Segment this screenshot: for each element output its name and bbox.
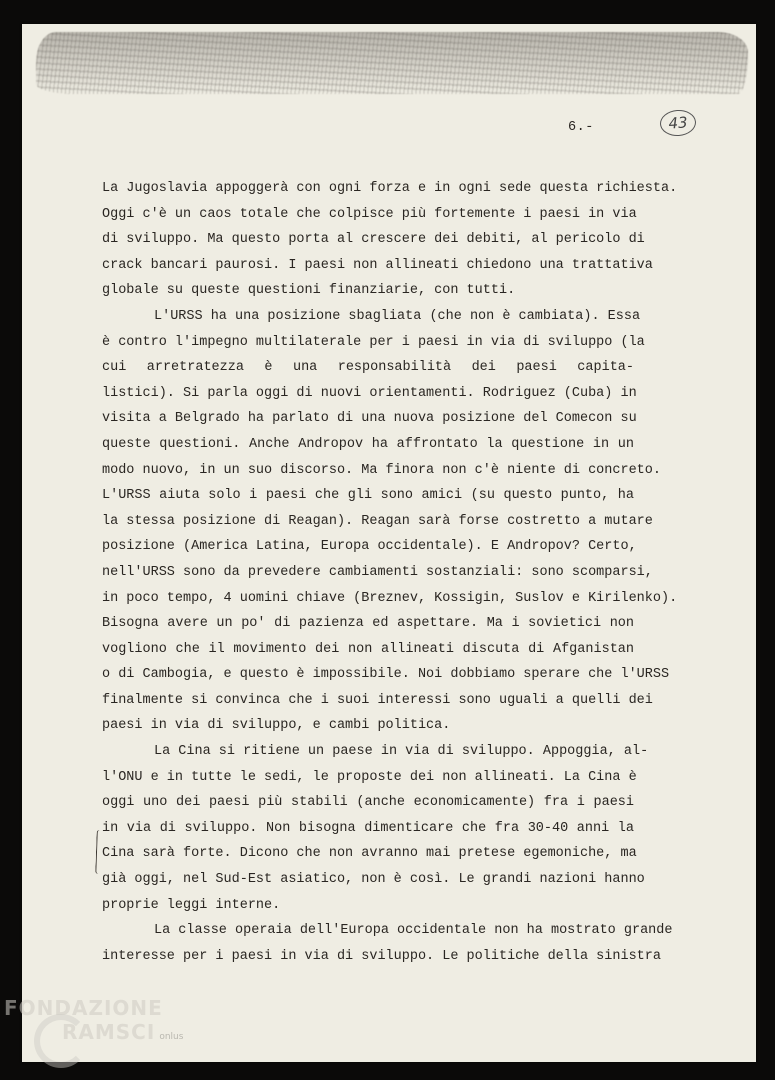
text-line: in via di sviluppo. Non bisogna dimenticare che fra 30-40 anni la xyxy=(102,820,634,836)
text-line: globale su queste questioni finanziarie, con tutti. xyxy=(102,283,516,299)
text-line: Oggi c'è un caos totale che colpisce più fortemente i paesi in via xyxy=(102,206,637,222)
text-line: già oggi, nel Sud-Est asiatico, non è così. Le grandi nazioni hanno xyxy=(102,872,645,888)
gramsci-logo-icon xyxy=(34,1014,88,1068)
watermark-line-1: FONDAZIONE xyxy=(4,996,163,1020)
text-line: L'URSS ha una posizione sbagliata (che non è cambiata). Essa xyxy=(154,308,641,324)
text-line: queste questioni. Anche Andropov ha affrontato la questione in un xyxy=(102,436,634,452)
text-line: vogliono che il movimento dei non allineati discuta di Afganistan xyxy=(102,641,634,657)
text-line: listici). Si parla oggi di nuovi orientamenti. Rodriguez (Cuba) in xyxy=(102,385,637,401)
text-line: paesi in via di sviluppo, e cambi politica. xyxy=(102,718,451,734)
text-line: La Jugoslavia appoggerà con ogni forza e in ogni sede questa richiesta. xyxy=(102,181,678,196)
text-line: in poco tempo, 4 uomini chiave (Breznev, Kossigin, Suslov e Kirilenko). xyxy=(102,590,678,606)
text-line: la stessa posizione di Reagan). Reagan sarà forse costretto a mutare xyxy=(102,513,653,529)
text-line: di sviluppo. Ma questo porta al crescere dei debiti, al pericolo di xyxy=(102,232,645,248)
watermark-line-2-text: RAMSCI xyxy=(62,1020,156,1044)
typed-body-text xyxy=(102,176,678,969)
fondazione-gramsci-watermark xyxy=(4,996,183,1049)
page-number: 6.- xyxy=(568,120,594,135)
watermark-onlus: onlus xyxy=(159,1032,184,1042)
text-line: nell'URSS sono da prevedere cambiamenti sostanziali: sono scomparsi, xyxy=(102,564,653,580)
text-line: è contro l'impegno multilaterale per i paesi in via di sviluppo (la xyxy=(102,334,645,350)
archive-number-stamp: 43 xyxy=(659,109,697,137)
text-line: Cina sarà forte. Dicono che non avranno mai pretese egemoniche, ma xyxy=(102,846,637,862)
text-line: crack bancari paurosi. I paesi non allineati chiedono una trattativa xyxy=(102,257,653,273)
text-line: proprie leggi interne. xyxy=(102,897,281,913)
text-line: interesse per i paesi in via di sviluppo. Le politiche della sinistra xyxy=(102,948,661,964)
text-line: oggi uno dei paesi più stabili (anche economicamente) fra i paesi xyxy=(102,795,634,811)
text-line: L'URSS aiuta solo i paesi che gli sono amici (su questo punto, ha xyxy=(102,488,634,504)
text-line: finalmente si convinca che i suoi interessi sono uguali a quelli dei xyxy=(102,692,653,708)
text-line: La classe operaia dell'Europa occidentale non ha mostrato grande xyxy=(154,923,673,939)
text-line: o di Cambogia, e questo è impossibile. Noi dobbiamo sperare che l'URSS xyxy=(102,667,670,683)
text-line: l'ONU e in tutte le sedi, le proposte dei non allineati. La Cina è xyxy=(102,769,637,785)
text-line: cui arretratezza è una responsabilità dei paesi capita- xyxy=(102,360,634,376)
text-line: La Cina si ritiene un paese in via di sviluppo. Appoggia, al- xyxy=(154,744,649,760)
text-line: Bisogna avere un po' di pazienza ed aspettare. Ma i sovietici non xyxy=(102,616,634,632)
text-line: modo nuovo, in un suo discorso. Ma finora non c'è niente di concreto. xyxy=(102,462,661,478)
text-line: posizione (America Latina, Europa occidentale). E Andropov? Certo, xyxy=(102,539,637,555)
photocopy-smear xyxy=(36,32,748,94)
text-line: visita a Belgrado ha parlato di una nuova posizione del Comecon su xyxy=(102,411,637,427)
watermark-line-2 xyxy=(4,1020,183,1049)
